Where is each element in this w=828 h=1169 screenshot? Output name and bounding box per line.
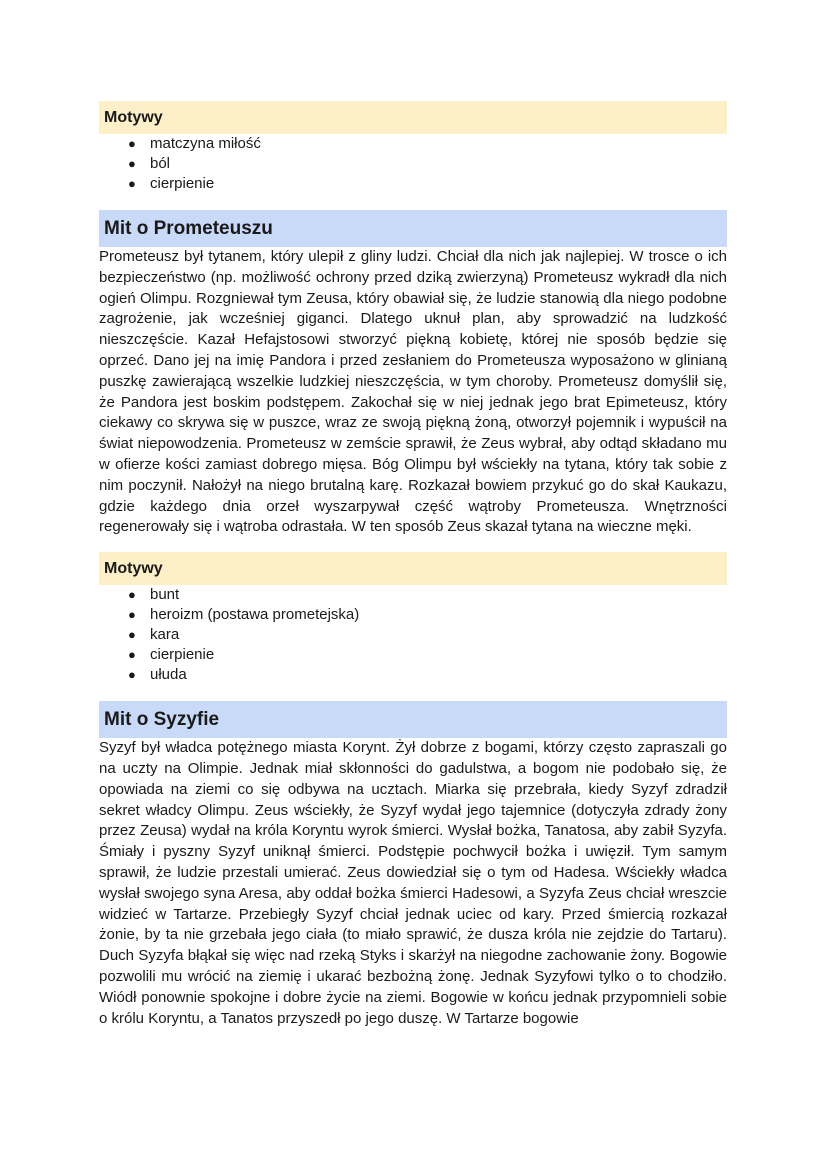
bullet-icon: ● [128, 176, 136, 191]
list-item: ● ból [128, 155, 171, 172]
myth-paragraph-prometeusz: Prometeusz był tytanem, który ulepił z gliny ludzi. Chciał dla nich jak najlepiej. W trosce o ich bezpieczeństwo (np. możliwość ochrony przed dziką zwierzyną) Prometeusz wykradł dla nich ogień Olimpu. Rozgniewał tym Zeusa, który obawiał się, że ludzie stanowią dla niego podobne zagrożenie, jak wcześniej giganci. Dlatego uknuł plan, aby sprowadzić na ludzkość nieszczęście. Kazał Hefajstosowi stworzyć piękną kobietę, której nie sposób będzie się oprzeć. Dano jej na imię Pandora i przed zesłaniem do Prometeusza wyposażono w glinianą puszkę zawierającą wszelkie ludzkiej nieszczęścia, w tym choroby. Prometeusz domyślił się, że Pandora jest boskim podstępem. Zakochał się w niej jednak jego brat Epimeteusz, który ciekawy co skrywa się w puszce, wraz ze swoją piękną żoną, otworzył pojemnik i wypuścił na świat niepowodzenia. Prometeusz w zemście sprawił, że Zeus wybrał, aby odtąd składano mu w ofierze kości zamiast dobrego mięsa. Bóg Olimpu był wściekły na tytana, który tak sobie z nim poczynił. Nałożył na niego brutalną karę. Rozkazał bowiem przykuć go do skał Kaukazu, gdzie każdego dnia orzeł wyszarpywał część wątroby Prometeusza. Wnętrzności regenerowały się i wątroba odrastała. W ten sposób Zeus skazał tytana na wieczne męki. [99, 248, 727, 536]
list-item: ● cierpienie [128, 175, 215, 192]
bullet-icon: ● [128, 667, 136, 683]
myth-paragraph-syzyf: Syzyf był władca potężnego miasta Korynt. Żył dobrze z bogami, którzy często zapraszali go na uczty na Olimpie. Jednak miał skłonności do gadulstwa, a bogom nie podobało się, że opowiada na ziemi co się odbywa na ucztach. Miarka się przebrała, kiedy Syzyf zdradził sekret władcy Olimpu. Zeus wściekły, że Syzyf wydał jego tajemnice (dotyczyła zdrady żony przez Zeusa) wydał na króla Koryntu wyrok śmierci. Wysłał bożka, Tanatosa, aby zabił Syzyfa. Śmiały i pyszny Syzyf uniknął śmierci. Podstępie pochwycił bożka i uwięził. Tym samym sprawił, że ludzie przestali umierać. Zeus dowiedział się o tym od Hadesa. Wściekły władca wysłał swojego syna Aresa, aby oddał bożka śmierci Hadesowi, a Syzyfa Zeus chciał wreszcie widzieć w Tartarze. Przebiegły Syzyf chciał jednak uciec od kary. Przed śmiercią rozkazał żonie, by ta nie grzebała jego ciała (to miało sprawić, że dusza króla nie zejdzie do Tartaru). Duch Syzyfa błąkał się więc nad rzeką Styks i skarżył na niegodne zachowanie żony. Bogowie pozwolili mu wrócić na ziemię i ukarać bezbożną żonę. Jednak Syzyfowi tylko o to chodziło. Wiódł ponownie spokojne i dobre życie na ziemi. Bogowie w końcu jednak przypomnieli sobie o królu Koryntu, a Tanatos przyszedł po jego duszę. W Tartarze bogowie [99, 739, 727, 1027]
bullet-icon: ● [128, 587, 136, 603]
section-heading-syzyf: Mit o Syzyfie [99, 701, 727, 738]
list-item: ● bunt [128, 586, 180, 604]
motywy-header: Motywy [99, 101, 727, 134]
bullet-icon: ● [128, 136, 136, 151]
list-item: ● ułuda [128, 666, 187, 684]
motives-list [99, 134, 727, 194]
bullet-icon: ● [128, 156, 136, 171]
document-content [99, 101, 727, 1029]
list-item: ● matczyna miłość [128, 135, 261, 152]
list-item: ● heroizm (postawa prometejska) [128, 606, 360, 624]
bullet-icon: ● [128, 647, 136, 663]
motywy-header: Motywy [99, 552, 727, 585]
bullet-icon: ● [128, 627, 136, 643]
section-heading-prometeusz: Mit o Prometeuszu [99, 210, 727, 247]
bullet-icon: ● [128, 607, 136, 623]
list-item: ● kara [128, 626, 180, 644]
motives-list [99, 585, 727, 685]
list-item: ● cierpienie [128, 646, 215, 664]
